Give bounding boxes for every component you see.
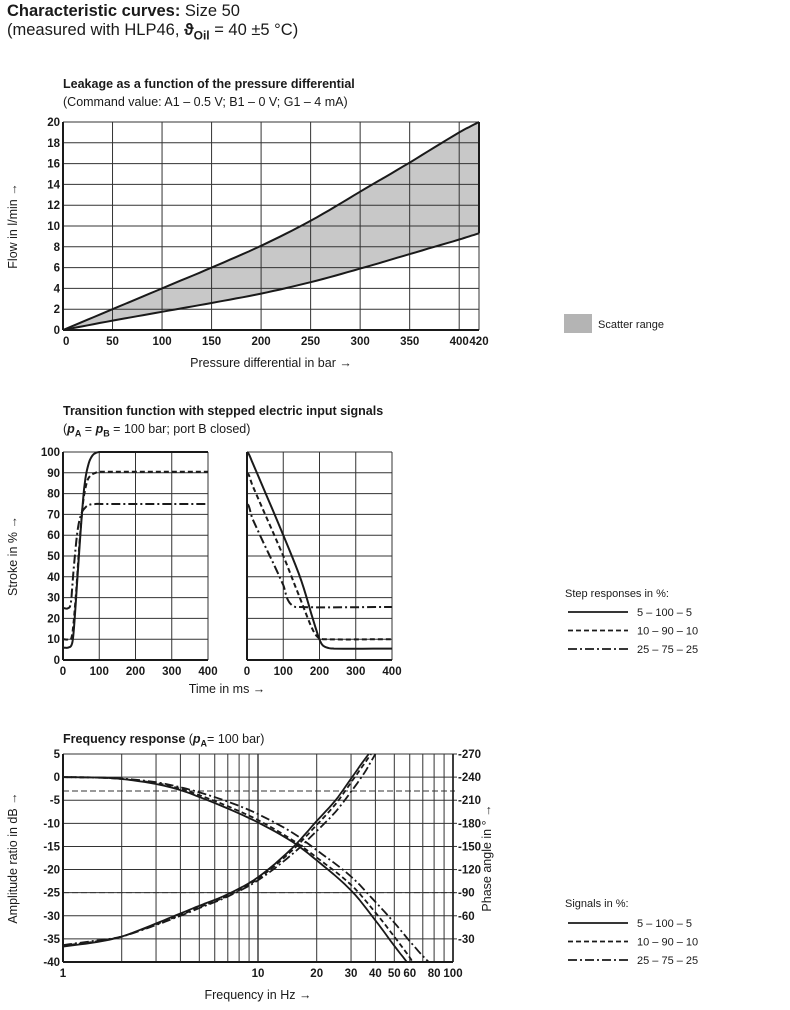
- step-sub-p: p: [67, 422, 75, 436]
- step-x-axis-label: Time in ms →: [188, 682, 266, 696]
- freq-legend-title: Signals in %:: [565, 898, 629, 910]
- freq-y2tick-label: -210: [458, 795, 482, 808]
- leakage-xtick-label: 350: [400, 336, 420, 348]
- step-xtick-label: 400: [198, 666, 218, 678]
- step-xtick-label: 200: [309, 666, 330, 678]
- freq-xtick-label: 30: [344, 968, 358, 980]
- step-xtick-label: 0: [243, 666, 251, 678]
- step-ytick-label: 70: [47, 509, 60, 522]
- leakage-xtick-label: 200: [251, 336, 271, 348]
- leakage-chart-subtitle: (Command value: A1 – 0.5 V; B1 – 0 V; G1 – 4 mA): [63, 95, 348, 109]
- freq-y-axis-label: Amplitude ratio in dB →: [6, 792, 20, 924]
- step-ytick-label: 10: [47, 634, 60, 647]
- step-xtick-label: 100: [273, 666, 293, 678]
- leakage-ytick-label: 10: [47, 221, 60, 233]
- scatter-range-legend-label: Scatter range: [598, 319, 665, 331]
- freq-xtick-label: 100: [443, 968, 463, 980]
- leakage-ytick-label: 6: [53, 262, 60, 275]
- subtitle-pre: (measured with HLP46,: [7, 21, 184, 39]
- leakage-ytick-label: 12: [47, 200, 60, 213]
- freq-y2-axis-label: Phase angle in ° →: [480, 804, 494, 912]
- freq-ytick-label: -25: [43, 887, 60, 900]
- freq-phase-curve-dashdot: [63, 754, 375, 945]
- leakage-ytick-label: 16: [47, 158, 60, 171]
- leakage-xtick-label: 400: [449, 336, 469, 348]
- step-legend-title: Step responses in %:: [565, 588, 669, 600]
- leakage-chart-title: Leakage as a function of the pressure differential: [63, 77, 355, 91]
- leakage-xtick-label: 100: [152, 336, 172, 348]
- freq-x-axis-label: Frequency in Hz →: [204, 988, 312, 1002]
- step-xtick-label: 300: [162, 666, 182, 678]
- step-ytick-label: 0: [53, 655, 60, 667]
- step-sub-eq: =: [81, 422, 96, 436]
- leakage-ytick-label: 8: [53, 241, 60, 254]
- step-ytick-label: 20: [47, 613, 60, 626]
- step-y-axis-label: Stroke in % →: [6, 516, 20, 596]
- step-legend-label: 5 – 100 – 5: [637, 607, 693, 619]
- step-sub-p2: p: [95, 422, 104, 436]
- step-chart-title: Transition function with stepped electric input signals: [63, 404, 384, 418]
- freq-y2tick-label: -60: [458, 910, 475, 923]
- step-panel-step-up: [41, 447, 218, 678]
- freq-ytick-label: -5: [49, 795, 60, 808]
- freq-phase-curve-dashed: [63, 754, 371, 946]
- step-sub-a: A: [74, 428, 82, 439]
- freq-ytick-label: -10: [43, 818, 60, 831]
- freq-xtick-label: 10: [251, 968, 265, 980]
- freq-xtick-label: 80: [427, 968, 441, 980]
- freq-title-a: A: [200, 738, 208, 749]
- subtitle-post: = 40 ±5 °C): [209, 21, 299, 39]
- freq-y2tick-label: -270: [458, 749, 482, 761]
- step-xtick-label: 400: [382, 666, 402, 678]
- leakage-xtick-label: 420: [469, 336, 489, 348]
- leakage-xtick-label: 300: [350, 336, 370, 348]
- freq-title-rest: = 100 bar): [207, 732, 265, 746]
- step-chart: [6, 447, 698, 696]
- step-xtick-label: 300: [346, 666, 366, 678]
- freq-xtick-label: 50: [387, 968, 401, 980]
- step-legend-label: 10 – 90 – 10: [637, 625, 699, 638]
- freq-y2tick-label: -120: [458, 864, 482, 877]
- freq-y2tick-label: -240: [458, 772, 482, 785]
- freq-title-paren: (: [185, 732, 193, 746]
- freq-xtick-label: 40: [369, 968, 382, 980]
- freq-ytick-label: -15: [43, 841, 60, 854]
- subtitle-sub: Oil: [193, 28, 210, 43]
- step-ytick-label: 90: [47, 467, 60, 480]
- step-ytick-label: 50: [47, 551, 60, 563]
- step-ytick-label: 80: [47, 488, 60, 501]
- freq-xtick-label: 20: [310, 968, 324, 980]
- freq-legend-label: 5 – 100 – 5: [637, 918, 693, 930]
- step-ytick-label: 100: [40, 447, 60, 459]
- step-xtick-label: 0: [59, 666, 67, 678]
- leakage-xtick-label: 50: [106, 336, 119, 348]
- step-ytick-label: 30: [47, 592, 60, 605]
- freq-y2tick-label: -180: [458, 818, 482, 831]
- step-sub-part: (: [63, 422, 68, 436]
- freq-y2tick-label: -90: [458, 887, 475, 900]
- freq-y2tick-label: -150: [458, 841, 482, 854]
- freq-title-p: p: [192, 732, 201, 746]
- scatter-range-swatch: [564, 314, 592, 333]
- freq-xtick-label: 60: [403, 968, 417, 980]
- leakage-ytick-label: 20: [47, 117, 60, 129]
- leakage-ytick-label: 18: [47, 137, 60, 150]
- freq-y2tick-label: -30: [458, 933, 475, 946]
- step-sub-rest: = 100 bar; port B closed): [109, 422, 251, 436]
- page-title-rest: Size 50: [180, 2, 240, 20]
- freq-legend-label: 10 – 90 – 10: [637, 936, 699, 949]
- leakage-ytick-label: 2: [53, 304, 60, 317]
- leakage-chart: [6, 117, 664, 370]
- leakage-ytick-label: 0: [53, 325, 60, 337]
- step-xtick-label: 100: [89, 666, 109, 678]
- leakage-ytick-label: 4: [53, 283, 60, 296]
- step-legend-label: 25 – 75 – 25: [637, 644, 699, 656]
- freq-xtick-label: 1: [59, 968, 67, 980]
- step-ytick-label: 40: [47, 571, 60, 584]
- freq-ytick-label: -20: [43, 864, 60, 877]
- freq-title-main: Frequency response: [63, 732, 186, 746]
- step-xtick-label: 200: [125, 666, 146, 678]
- page-title-bold: Characteristic curves:: [7, 2, 181, 20]
- freq-ytick-label: -35: [43, 933, 60, 946]
- freq-legend-label: 25 – 75 – 25: [637, 955, 699, 967]
- step-sub-b: B: [103, 428, 110, 439]
- freq-ytick-label: 5: [53, 749, 60, 761]
- leakage-y-axis-label: Flow in l/min →: [6, 183, 20, 269]
- leakage-xtick-label: 150: [201, 336, 222, 348]
- leakage-xtick-label: 250: [301, 336, 321, 348]
- leakage-xtick-label: 0: [63, 336, 70, 348]
- leakage-ytick-label: 14: [47, 179, 60, 192]
- freq-phase-curve-solid: [63, 754, 369, 947]
- frequency-chart: [6, 749, 698, 1002]
- subtitle-symbol: ϑ: [184, 21, 194, 39]
- step-ytick-label: 60: [47, 530, 60, 543]
- step-panel-step-down: [244, 452, 402, 678]
- freq-ytick-label: 0: [53, 772, 60, 785]
- freq-ytick-label: -30: [43, 910, 60, 923]
- freq-ytick-label: -40: [43, 957, 60, 969]
- leakage-x-axis-label: Pressure differential in bar →: [190, 356, 352, 370]
